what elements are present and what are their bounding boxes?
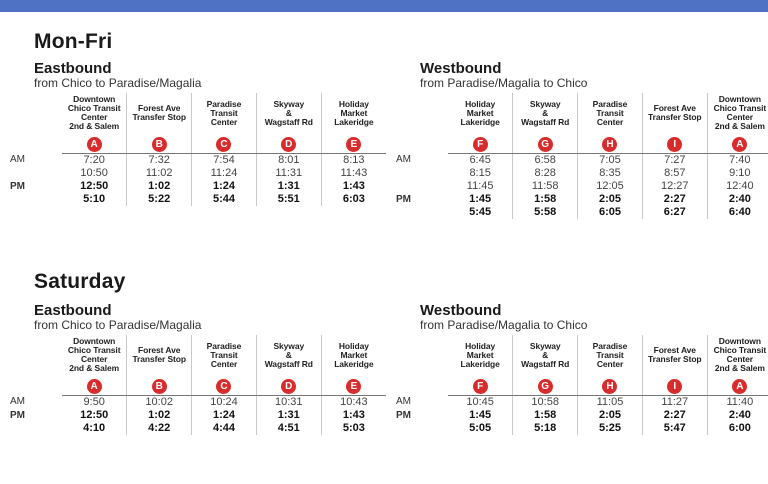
direction-heading: Westbound <box>420 302 502 319</box>
stop-badge-icon: I <box>667 379 682 394</box>
time-row <box>62 409 386 422</box>
stop-header <box>578 335 643 375</box>
stop-header <box>256 335 321 375</box>
am-marker: AM <box>396 154 411 166</box>
departure-time: 1:58 <box>513 409 578 422</box>
departure-time: 7:40 <box>707 154 768 168</box>
timetable <box>62 335 386 435</box>
departure-time: 5:03 <box>321 422 386 435</box>
stop-name: Skyway & Wagstaff Rd <box>521 98 570 127</box>
schedule-panel-westbound <box>420 61 768 219</box>
badge-cell <box>321 133 386 154</box>
departure-time: 2:40 <box>707 409 768 422</box>
stop-header <box>192 335 257 375</box>
departure-time: 7:20 <box>83 154 105 166</box>
departure-time: 5:47 <box>642 422 707 435</box>
badge-cell <box>642 133 707 154</box>
departure-time: 1:02 <box>127 409 192 422</box>
stop-header <box>513 335 578 375</box>
route-description: from Chico to Paradise/Magalia <box>34 318 202 332</box>
stop-badge-icon: C <box>216 137 231 152</box>
stop-name: Forest Ave Transfer Stop <box>132 345 186 364</box>
departure-time: 8:15 <box>469 167 491 179</box>
stop-header <box>448 93 513 133</box>
stop-badge-icon: E <box>346 137 361 152</box>
stop-badge-icon: A <box>732 137 747 152</box>
stop-name: Forest Ave Transfer Stop <box>132 103 186 122</box>
stop-name: Skyway & Wagstaff Rd <box>521 340 570 369</box>
badge-cell <box>578 133 643 154</box>
departure-time: 4:10 <box>83 422 106 434</box>
departure-time: 8:35 <box>578 167 643 180</box>
departure-time: 6:45 <box>469 154 491 166</box>
badge-cell <box>578 375 643 396</box>
stop-badge-icon: F <box>473 137 488 152</box>
departure-time: 11:58 <box>513 180 578 193</box>
badge-cell <box>513 375 578 396</box>
time-row <box>448 154 768 168</box>
departure-time: 1:45 <box>469 193 492 205</box>
badge-cell <box>62 133 127 154</box>
time-row <box>62 193 386 206</box>
departure-time: 1:02 <box>127 180 192 193</box>
stop-header <box>321 93 386 133</box>
departure-time: 5:05 <box>469 422 492 434</box>
timetable <box>448 335 768 435</box>
departure-time: 8:13 <box>321 154 386 168</box>
departure-time: 1:31 <box>256 409 321 422</box>
departure-time: 9:50 <box>83 396 105 408</box>
departure-time: 1:45 <box>469 409 492 421</box>
schedule-panel-westbound <box>420 303 768 435</box>
stop-badge-icon: B <box>152 379 167 394</box>
badge-cell <box>642 375 707 396</box>
stop-name: Holiday Market Lakeridge <box>460 98 500 127</box>
stop-header-row <box>62 335 386 375</box>
time-row <box>448 396 768 410</box>
departure-time: 2:27 <box>642 193 707 206</box>
stop-badge-icon: B <box>152 137 167 152</box>
departure-time: 10:58 <box>513 396 578 410</box>
stop-name: Paradise Transit Center <box>206 98 242 127</box>
departure-time: 5:10 <box>83 193 106 205</box>
departure-time: 2:27 <box>642 409 707 422</box>
stop-name: Holiday Market Lakeridge <box>334 340 374 369</box>
departure-time: 10:31 <box>256 396 321 410</box>
stop-badge-icon: D <box>281 379 296 394</box>
time-row <box>448 167 768 180</box>
badge-cell <box>127 375 192 396</box>
stop-header <box>513 93 578 133</box>
departure-time: 11:02 <box>127 167 192 180</box>
departure-time: 5:44 <box>192 193 257 206</box>
departure-time: 1:31 <box>256 180 321 193</box>
stop-badge-icon: C <box>216 379 231 394</box>
schedule-day-title: Saturday <box>34 270 126 293</box>
stop-name: Downtown Chico Transit Center 2nd & Salem <box>713 94 767 131</box>
stop-header <box>321 335 386 375</box>
badge-cell <box>127 133 192 154</box>
stop-name: Paradise Transit Center <box>592 98 628 127</box>
departure-time: 5:45 <box>469 206 492 218</box>
badge-cell <box>62 375 127 396</box>
stop-name: Skyway & Wagstaff Rd <box>264 98 313 127</box>
badge-cell <box>448 133 513 154</box>
departure-time: 11:31 <box>256 167 321 180</box>
time-row <box>62 154 386 168</box>
departure-time: 1:43 <box>321 180 386 193</box>
departure-time: 11:45 <box>466 180 494 192</box>
departure-time: 2:40 <box>707 193 768 206</box>
departure-time: 12:50 <box>80 409 109 421</box>
departure-time: 5:25 <box>578 422 643 435</box>
stop-badge-icon: G <box>538 379 553 394</box>
stop-badge-row <box>62 375 386 396</box>
departure-time: 2:05 <box>578 409 643 422</box>
departure-time: 6:00 <box>707 422 768 435</box>
timetable <box>448 93 768 219</box>
departure-time: 6:58 <box>513 154 578 168</box>
stop-header <box>707 93 768 133</box>
departure-time: 7:05 <box>578 154 643 168</box>
departure-time: 7:54 <box>192 154 257 168</box>
schedule-panel-eastbound <box>34 61 386 206</box>
stop-badge-icon: A <box>732 379 747 394</box>
stop-header <box>256 93 321 133</box>
route-description: from Chico to Paradise/Magalia <box>34 76 202 90</box>
departure-time: 6:40 <box>707 206 768 219</box>
badge-cell <box>707 133 768 154</box>
departure-time: 10:43 <box>321 396 386 410</box>
stop-header <box>127 93 192 133</box>
departure-time: 5:22 <box>127 193 192 206</box>
time-row <box>62 396 386 410</box>
departure-time: 12:05 <box>578 180 643 193</box>
departure-time: 11:27 <box>642 396 707 410</box>
pm-marker: PM <box>396 193 411 205</box>
departure-time: 11:24 <box>192 167 257 180</box>
top-accent-bar <box>0 0 768 12</box>
stop-name: Downtown Chico Transit Center 2nd & Salem <box>713 336 767 373</box>
badge-cell <box>448 375 513 396</box>
direction-heading: Eastbound <box>34 60 112 77</box>
pm-marker: PM <box>396 409 411 421</box>
stop-badge-icon: H <box>602 379 617 394</box>
time-row <box>448 422 768 435</box>
departure-time: 5:58 <box>513 206 578 219</box>
stop-badge-icon: I <box>667 137 682 152</box>
stop-header <box>642 335 707 375</box>
stop-badge-icon: H <box>602 137 617 152</box>
stop-header <box>707 335 768 375</box>
departure-time: 4:51 <box>256 422 321 435</box>
stop-header <box>578 93 643 133</box>
time-row <box>448 206 768 219</box>
departure-time: 12:40 <box>707 180 768 193</box>
departure-time: 5:51 <box>256 193 321 206</box>
stop-header <box>192 93 257 133</box>
departure-time: 11:43 <box>321 167 386 180</box>
departure-time: 12:50 <box>80 180 109 192</box>
stop-name: Paradise Transit Center <box>206 340 242 369</box>
stop-name: Forest Ave Transfer Stop <box>648 345 702 364</box>
stop-header <box>127 335 192 375</box>
stop-badge-icon: G <box>538 137 553 152</box>
stop-header-row <box>62 93 386 133</box>
badge-cell <box>192 375 257 396</box>
departure-time: 6:03 <box>321 193 386 206</box>
departure-time: 8:28 <box>513 167 578 180</box>
stop-name: Forest Ave Transfer Stop <box>648 103 702 122</box>
departure-time: 1:58 <box>513 193 578 206</box>
departure-time: 11:05 <box>578 396 643 410</box>
direction-heading: Westbound <box>420 60 502 77</box>
departure-time: 6:05 <box>578 206 643 219</box>
stop-name: Paradise Transit Center <box>592 340 628 369</box>
stop-name: Skyway & Wagstaff Rd <box>264 340 313 369</box>
time-row <box>62 422 386 435</box>
departure-time: 2:05 <box>578 193 643 206</box>
time-row <box>448 193 768 206</box>
departure-time: 1:24 <box>192 180 257 193</box>
am-marker: AM <box>10 154 25 166</box>
timetable <box>62 93 386 206</box>
stop-header-row <box>448 93 768 133</box>
time-row <box>62 180 386 193</box>
time-row <box>62 167 386 180</box>
badge-cell <box>256 133 321 154</box>
stop-name: Downtown Chico Transit Center 2nd & Salem <box>67 94 121 131</box>
pm-marker: PM <box>10 409 25 421</box>
schedule-day-title: Mon-Fri <box>34 30 113 53</box>
departure-time: 6:27 <box>642 206 707 219</box>
time-row <box>448 180 768 193</box>
departure-time: 8:01 <box>256 154 321 168</box>
stop-badge-icon: E <box>346 379 361 394</box>
departure-time: 1:43 <box>321 409 386 422</box>
am-marker: AM <box>10 396 25 408</box>
departure-time: 7:32 <box>127 154 192 168</box>
badge-cell <box>321 375 386 396</box>
departure-time: 9:10 <box>707 167 768 180</box>
stop-badge-row <box>448 375 768 396</box>
departure-time: 8:57 <box>642 167 707 180</box>
stop-badge-row <box>62 133 386 154</box>
stop-header <box>62 93 127 133</box>
departure-time: 12:27 <box>642 180 707 193</box>
route-description: from Paradise/Magalia to Chico <box>420 76 588 90</box>
departure-time: 10:02 <box>127 396 192 410</box>
departure-time: 11:40 <box>707 396 768 410</box>
pm-marker: PM <box>10 180 25 192</box>
stop-name: Holiday Market Lakeridge <box>334 98 374 127</box>
departure-time: 10:45 <box>466 396 494 408</box>
departure-time: 10:24 <box>192 396 257 410</box>
route-description: from Paradise/Magalia to Chico <box>420 318 588 332</box>
stop-name: Holiday Market Lakeridge <box>460 340 500 369</box>
schedule-panel-eastbound <box>34 303 386 435</box>
direction-heading: Eastbound <box>34 302 112 319</box>
departure-time: 10:50 <box>80 167 108 179</box>
stop-header <box>448 335 513 375</box>
stop-header <box>642 93 707 133</box>
stop-badge-icon: A <box>87 379 102 394</box>
am-marker: AM <box>396 396 411 408</box>
departure-time: 1:24 <box>192 409 257 422</box>
badge-cell <box>707 375 768 396</box>
badge-cell <box>256 375 321 396</box>
time-row <box>448 409 768 422</box>
stop-header <box>62 335 127 375</box>
departure-time: 4:44 <box>192 422 257 435</box>
stop-badge-icon: A <box>87 137 102 152</box>
stop-badge-icon: D <box>281 137 296 152</box>
stop-name: Downtown Chico Transit Center 2nd & Salem <box>67 336 121 373</box>
badge-cell <box>192 133 257 154</box>
departure-time: 7:27 <box>642 154 707 168</box>
stop-badge-row <box>448 133 768 154</box>
stop-header-row <box>448 335 768 375</box>
stop-badge-icon: F <box>473 379 488 394</box>
departure-time: 4:22 <box>127 422 192 435</box>
badge-cell <box>513 133 578 154</box>
departure-time: 5:18 <box>513 422 578 435</box>
